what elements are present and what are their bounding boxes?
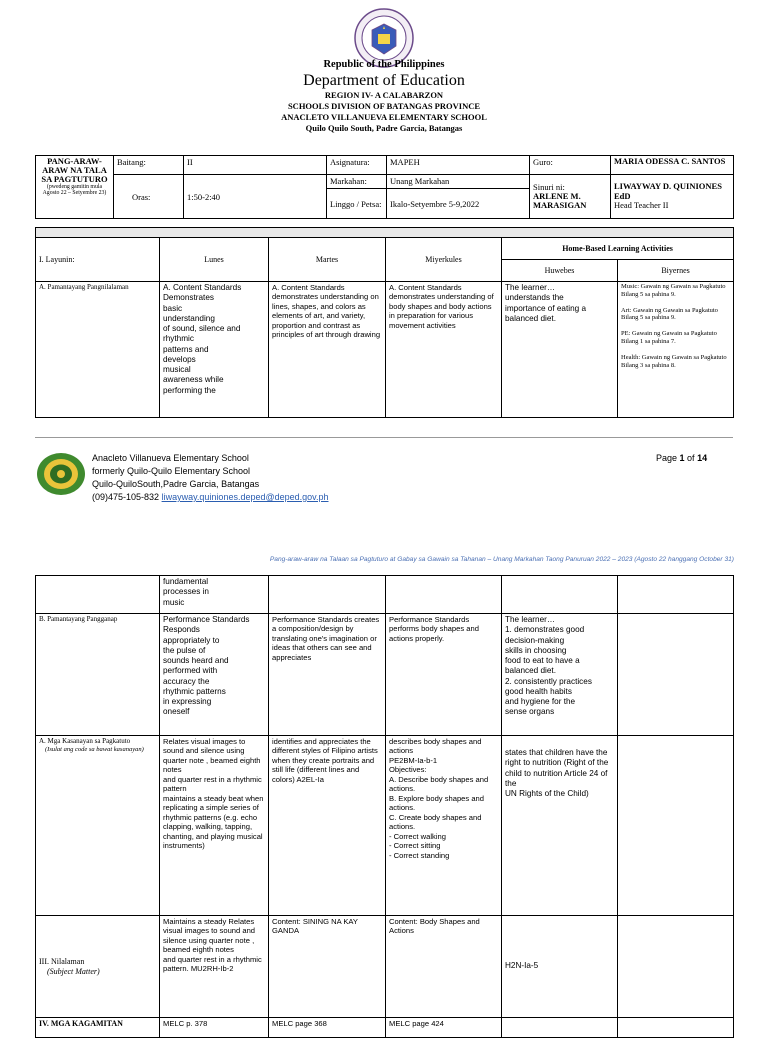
sinuri-cell: [530, 175, 611, 219]
biyernes-music: Music: Gawain ng Gawain sa Pagkatuto Bilang 5 sa pahina 9.: [621, 283, 726, 298]
cont-huwebes: [502, 576, 618, 614]
row-a-huwebes: The learner… understands the importance of eating a balanced diet.: [502, 282, 618, 418]
row-b-biyernes: [618, 614, 734, 736]
linggo-label: Linggo / Petsa:: [327, 189, 387, 219]
footer-formerly: formerly Quilo-Quilo Elementary School: [92, 466, 251, 476]
lesson-table: [35, 227, 734, 418]
info-table: [35, 155, 734, 219]
principal-cell: [611, 175, 734, 219]
row-e-huwebes: [502, 1018, 618, 1038]
row-e-martes: MELC page 368: [269, 1018, 386, 1038]
oras-label: Oras:: [114, 175, 184, 219]
footer-school: Anacleto Villanueva Elementary School: [92, 453, 249, 463]
cont-label: [36, 576, 160, 614]
row-c-label: A. Mga Kasanayan sa Pagkatuto: [39, 737, 131, 745]
region-line: REGION IV- A CALABARZON: [324, 90, 444, 100]
plan-title-cell: [36, 156, 114, 219]
lesson-table-continued: [35, 575, 734, 1038]
row-d-lunes: Maintains a steady Relates visual images to sound and silence using quarter note , beamed eighth notes and quarter rest in a rhythmic pattern. MU2RH-Ib-2: [160, 916, 269, 1018]
row-c-huwebes: states that children have the right to nutrition (Right of the child to nutrition Article 24 of the UN Rights of the Child): [502, 736, 618, 916]
row-d-martes: Content: SINING NA KAY GANDA: [269, 916, 386, 1018]
martes-header: Martes: [269, 238, 386, 282]
page-of: of: [684, 453, 698, 463]
row-b-lunes: Performance Standards Responds appropriately to the pulse of sounds heard and performed with accuracy the rhythmic patterns in expressing oneself: [160, 614, 269, 736]
cont-lunes: fundamental processes in music: [160, 576, 269, 614]
page-number: 1: [679, 453, 685, 463]
biyernes-header: Biyernes: [618, 260, 734, 282]
division-line: SCHOOLS DIVISION OF BATANGAS PROVINCE: [287, 101, 481, 111]
row-e-miyerkules: MELC page 424: [386, 1018, 502, 1038]
plan-title-note: (pwedeng gamitin mula Agosto 22 – Setyembre 23): [42, 183, 107, 197]
baitang-label: Baitang:: [114, 156, 184, 175]
row-a-label: A. Pamantayang Pangnilalaman: [36, 282, 160, 418]
miyerkules-header: Miyerkules: [386, 238, 502, 282]
asignatura-label: Asignatura:: [327, 156, 387, 175]
row-c-miyerkules: describes body shapes and actions PE2BM-Ia-b-1 Objectives: A. Describe body shapes and actions. B. Explore body shapes and actions. C. Create body shapes and actions. - Correct walking - Correct sitting - Correct standing: [386, 736, 502, 916]
lunes-header: Lunes: [160, 238, 269, 282]
sinuri-label: Sinuri ni:: [533, 182, 565, 193]
department-title: Department of Education: [303, 72, 465, 89]
footer-email-link[interactable]: liwayway.quiniones.deped@deped.gov.ph: [161, 492, 329, 502]
page-banner: Pang-araw-araw na Talaan sa Pagtuturo at Gabay sa Gawain sa Tahanan – Unang Markahan Taong Panuruan 2022 – 2023 (Agosto 22 hanggang October 31): [269, 556, 734, 563]
page-divider: [35, 437, 733, 438]
row-a-martes: A. Content Standards demonstrates understanding on lines, shapes, and colors as elements of art, and variety, proportion and contrast as principles of art through drawing: [269, 282, 386, 418]
page-total: 14: [697, 453, 708, 463]
principal-name: LIWAYWAY D. QUINIONES EdD: [614, 181, 722, 201]
row-b-huwebes: The learner… 1. demonstrates good decision-making skills in choosing food to eat to have a balanced diet. 2. consistently practices good health habits and hygiene for the sense organs: [502, 614, 618, 736]
markahan-value: Unang Markahan: [387, 175, 530, 189]
oras-value: 1:50-2:40: [184, 175, 327, 219]
school-logo-icon: [36, 452, 86, 496]
cont-martes: [269, 576, 386, 614]
biyernes-art: Art: Gawain ng Gawain sa Pagkatuto Bilang 5 sa pahina 9.: [621, 306, 718, 322]
row-d-huwebes: H2N-Ia-5: [502, 916, 618, 1018]
row-d-note: (Subject Matter): [47, 966, 100, 976]
row-c-biyernes: [618, 736, 734, 916]
row-a-miyerkules: A. Content Standards demonstrates understanding of body shapes and body actions in preparation for various movement activities: [386, 282, 502, 418]
layunin-header: I. Layunin:: [36, 238, 160, 282]
home-based-header: Home-Based Learning Activities: [502, 238, 734, 260]
row-a-lunes: A. Content Standards Demonstrates basic understanding of sound, silence and rhythmic patterns and develops musical awareness while performing the: [160, 282, 269, 418]
row-b-label: B. Pamantayang Pangganap: [36, 614, 160, 736]
huwebes-header: Huwebes: [502, 260, 618, 282]
school-line: ANACLETO VILLANUEVA ELEMENTARY SCHOOL: [281, 112, 487, 122]
cont-miyerkules: [386, 576, 502, 614]
row-d-biyernes: [618, 916, 734, 1018]
row-e-label: IV. MGA KAGAMITAN: [36, 1018, 160, 1038]
row-c-martes: identifies and appreciates the different styles of Filipino artists when they create portraits and still life (different lines and colors) A2EL-Ia: [269, 736, 386, 916]
row-c-note: (Isulat ang code sa bawat kasanayan): [45, 745, 144, 753]
footer-address: Quilo-QuiloSouth,Padre Garcia, Batangas: [92, 479, 260, 489]
baitang-value: II: [184, 156, 327, 175]
row-a-biyernes: [618, 282, 734, 418]
asignatura-value: MAPEH: [387, 156, 530, 175]
row-e-lunes: MELC p. 378: [160, 1018, 269, 1038]
principal-title: Head Teacher II: [614, 200, 669, 211]
guro-value: MARIA ODESSA C. SANTOS: [611, 156, 734, 175]
biyernes-pe: PE: Gawain ng Gawain sa Pagkatuto Bilang 1 sa pahina 7.: [621, 330, 717, 345]
row-c-lunes: Relates visual images to sound and silence using quarter note , beamed eighth notes and quarter rest in a rhythmic pattern maintains a steady beat when replicating a simple series of rhythmic patterns (e.g. echo clapping, walking, tapping, chanting, and playing musical instruments): [160, 736, 269, 916]
row-c-label-cell: [36, 736, 160, 916]
footer-contact: [92, 491, 329, 504]
row-b-miyerkules: Performance Standards performs body shapes and actions properly.: [386, 614, 502, 736]
guro-label: Guro:: [530, 156, 611, 175]
footer-phone: (09)475-105-832: [92, 492, 160, 502]
address-line: Quilo Quilo South, Padre Garcia, Batangas: [305, 123, 463, 133]
page-indicator: [656, 452, 707, 465]
markahan-label: Markahan:: [327, 175, 387, 189]
linggo-value: Ikalo-Setyembre 5-9,2022: [387, 189, 530, 219]
row-d-miyerkules: Content: Body Shapes and Actions: [386, 916, 502, 1018]
biyernes-health: Health: Gawain ng Gawain sa Pagkatuto Bilang 3 sa pahina 8.: [621, 353, 727, 369]
cont-biyernes: [618, 576, 734, 614]
row-d-label-cell: [36, 916, 160, 1018]
republic-line: Republic of the Philippines: [323, 59, 445, 70]
footer-school-info: [92, 452, 329, 504]
row-b-martes: Performance Standards creates a composition/design by translating one's imagination or ideas that others can see and appreciates: [269, 614, 386, 736]
sinuri-value: ARLENE M. MARASIGAN: [533, 191, 587, 210]
page-prefix: Page: [656, 453, 680, 463]
row-d-label: III. Nilalaman: [39, 956, 85, 966]
row-e-biyernes: [618, 1018, 734, 1038]
plan-title: PANG-ARAW-ARAW NA TALA SA PAGTUTURO: [41, 156, 108, 184]
spacer-row: [36, 228, 734, 238]
